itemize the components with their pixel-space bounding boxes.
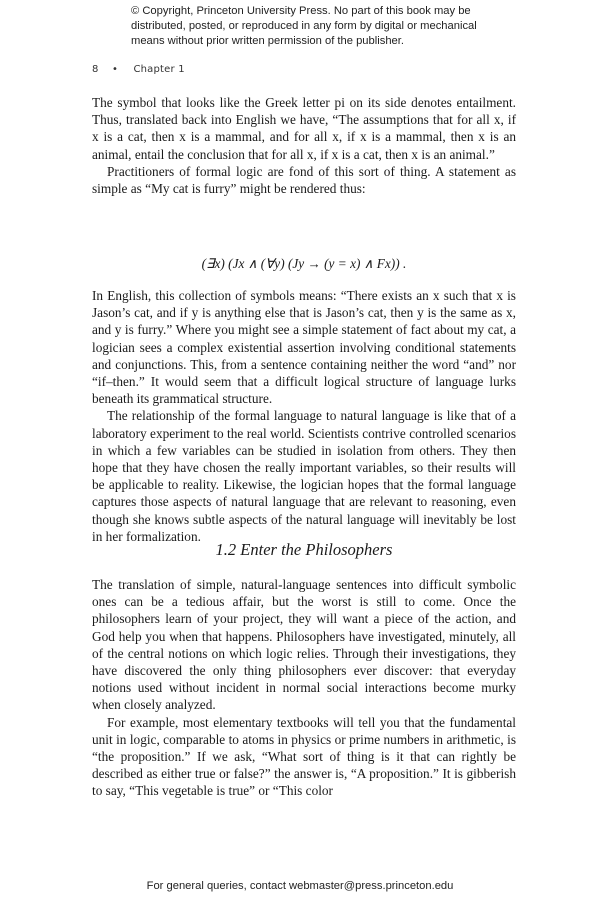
footer-contact: For general queries, contact webmaster@press.princeton.edu bbox=[146, 880, 454, 892]
text-block-bottom bbox=[92, 576, 516, 800]
section-heading: 1.2 Enter the Philosophers bbox=[215, 540, 393, 559]
paragraph: In English, this collection of symbols means: “There exists an x such that x is Jason’s cat, and if y is anything else that is Jason’s cat, then y is the same as x, and y is furry.” Where you might see a simple statement of fact about my cat, a logician sees a complex existential assertion involving conditional statements and conjunctions. This, from a sentence containing neither the word “and” nor “if–then.” It would seem that a difficult logical structure of language lurks beneath its grammatical structure. bbox=[92, 288, 516, 407]
running-head bbox=[92, 64, 185, 75]
paragraph: The translation of simple, natural-language sentences into difficult symbolic ones can be a tedious affair, but the worst is still to come. Once the philosophers learn of your project, they will want a piece of the action, and God help you when that happens. Philosophers have investigated, minutely, all of the central notions on which logic relies. Through their investigations, they have discovered the only thing philosophers ever discover: that everyday notions used without incident in normal social interactions become murky when closely analyzed. bbox=[92, 577, 516, 713]
text-block-top bbox=[92, 94, 516, 197]
chapter-label: Chapter 1 bbox=[133, 64, 185, 75]
copyright-notice bbox=[131, 4, 491, 49]
logic-formula: (∃x) (Jx ∧ (∀y) (Jy → (y = x) ∧ Fx)) . bbox=[201, 256, 407, 271]
paragraph: For example, most elementary textbooks will tell you that the fundamental unit in logic, comparable to atoms in physics or prime numbers in arithmetic, is “the proposition.” If we ask, “What sort of thing is it that can rightly be described as either true or false?” the answer is, “A proposition.” It is gibberish to say, “This vegetable is true” or “This color bbox=[92, 714, 516, 799]
paragraph: The relationship of the formal language to natural language is like that of a laboratory experiment to the real world. Scientists contrive controlled scenarios in which a few variables can be studied in isolation from others. They then hope that they have chosen the really important variables, so their results will be applicable to reality. Likewise, the logician hopes that the formal language captures those aspects of natural language that are relevant to reasoning, even though she knows subtle aspects of the natural language will inevitably be lost in her formalization. bbox=[92, 408, 516, 544]
copyright-line: © Copyright, Princeton University Press. No part of this book may be bbox=[131, 5, 471, 17]
paragraph: The symbol that looks like the Greek letter pi on its side denotes entailment. Thus, translated back into English we have, “The assumptions that for all x, if x is a cat, then x is a mammal, and for all x, if x is a mammal, then x is an animal, entail the conclusion that for all x, if x is a cat, then x is an animal.” bbox=[92, 95, 516, 162]
copyright-line: means without prior written permission of the publisher. bbox=[131, 35, 404, 47]
bullet-separator: • bbox=[111, 64, 119, 75]
paragraph: Practitioners of formal logic are fond of this sort of thing. A statement as simple as “My cat is furry” might be rendered thus: bbox=[92, 163, 516, 197]
copyright-line: distributed, posted, or reproduced in any form by digital or mechanical bbox=[131, 20, 477, 32]
text-block-middle bbox=[92, 287, 516, 545]
page-number: 8 bbox=[92, 64, 99, 75]
